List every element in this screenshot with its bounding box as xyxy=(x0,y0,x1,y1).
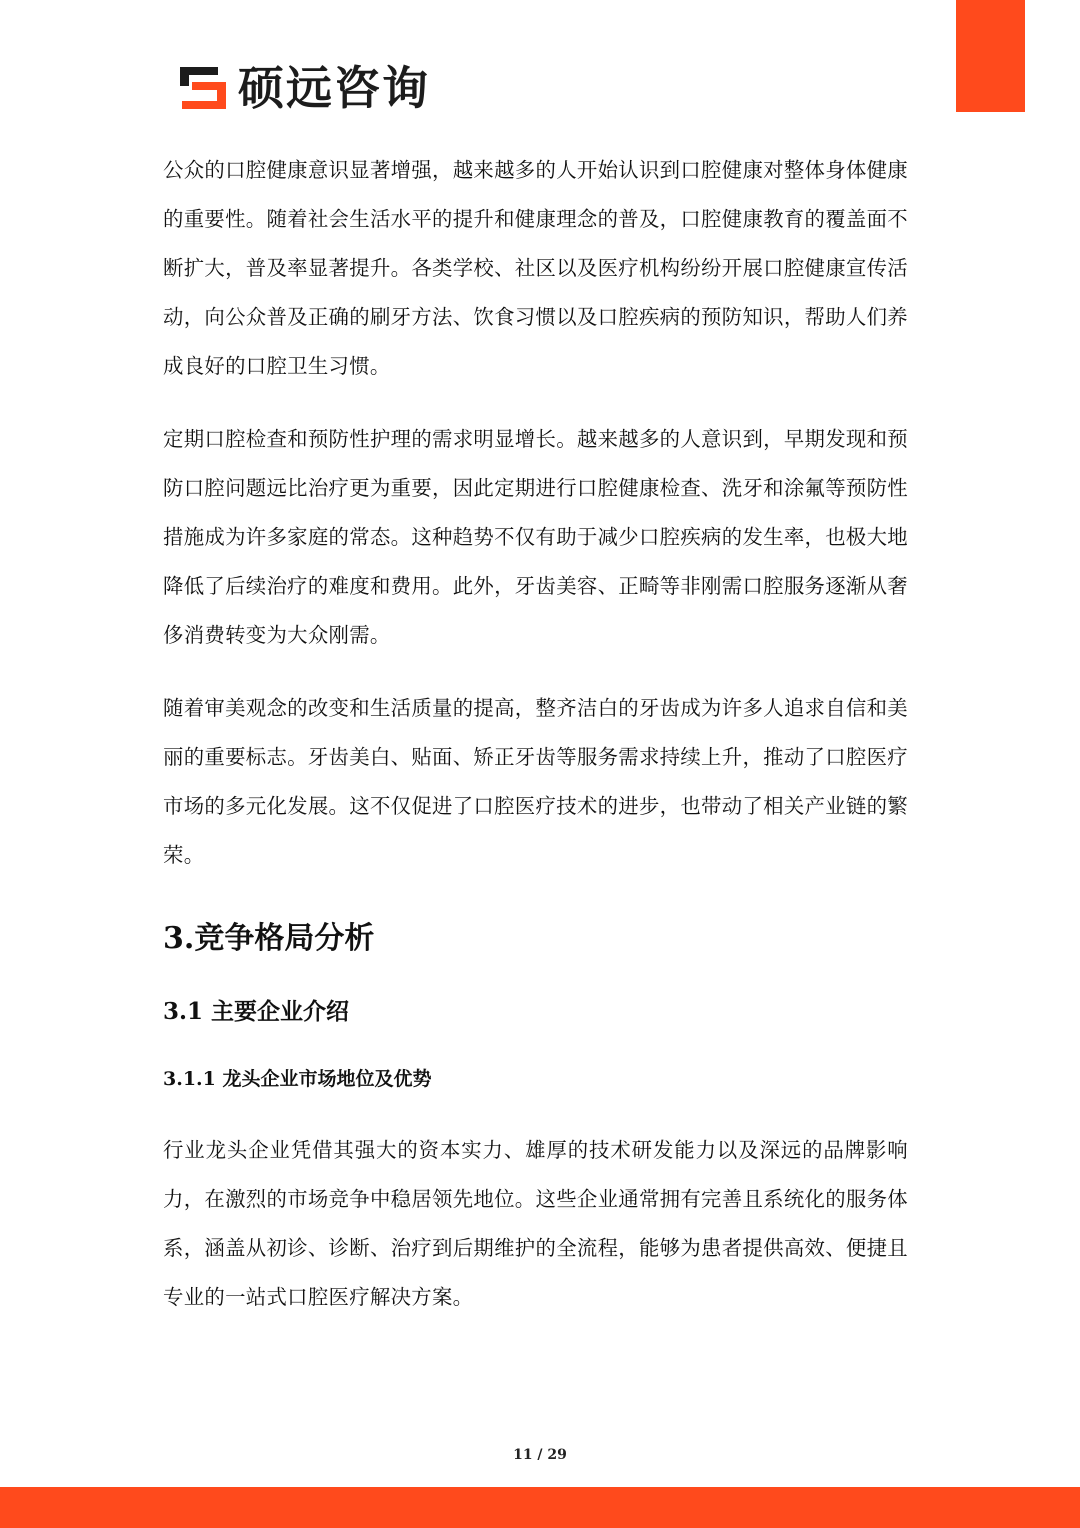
brand-logo xyxy=(178,62,430,114)
top-accent-bar xyxy=(956,0,1025,112)
subsubsection-heading: 3.1.1 龙头企业市场地位及优势 xyxy=(163,1068,432,1090)
subsection-heading: 3.1 主要企业介绍 xyxy=(163,998,350,1025)
body-paragraph-3: 随着审美观念的改变和生活质量的提高，整齐洁白的牙齿成为许多人追求自信和美丽的重要标志。牙齿美白、贴面、矫正牙齿等服务需求持续上升，推动了口腔医疗市场的多元化发展。这不仅促进了口腔医疗技术的进步，也带动了相关产业链的繁荣。 xyxy=(163,696,908,867)
bottom-accent-bar xyxy=(0,1487,1080,1528)
document-body xyxy=(163,146,908,1346)
section-heading: 3.竞争格局分析 xyxy=(163,921,375,956)
brand-name: 硕远咨询 xyxy=(238,61,430,115)
body-paragraph-2: 定期口腔检查和预防性护理的需求明显增长。越来越多的人意识到，早期发现和预防口腔问题远比治疗更为重要，因此定期进行口腔健康检查、洗牙和涂氟等预防性措施成为许多家庭的常态。这种趋势不仅有助于减少口腔疾病的发生率，也极大地降低了后续治疗的难度和费用。此外，牙齿美容、正畸等非刚需口腔服务逐渐从奢侈消费转变为大众刚需。 xyxy=(163,427,908,647)
body-paragraph-4: 行业龙头企业凭借其强大的资本实力、雄厚的技术研发能力以及深远的品牌影响力，在激烈的市场竞争中稳居领先地位。这些企业通常拥有完善且系统化的服务体系，涵盖从初诊、诊断、治疗到后期维护的全流程，能够为患者提供高效、便捷且专业的一站式口腔医疗解决方案。 xyxy=(163,1138,908,1309)
body-paragraph-1: 公众的口腔健康意识显著增强，越来越多的人开始认识到口腔健康对整体身体健康的重要性。随着社会生活水平的提升和健康理念的普及，口腔健康教育的覆盖面不断扩大，普及率显著提升。各类学校、社区以及医疗机构纷纷开展口腔健康宣传活动，向公众普及正确的刷牙方法、饮食习惯以及口腔疾病的预防知识，帮助人们养成良好的口腔卫生习惯。 xyxy=(163,158,908,378)
brand-s-logo-icon xyxy=(178,65,228,111)
page-number: 11 / 29 xyxy=(513,1447,567,1463)
